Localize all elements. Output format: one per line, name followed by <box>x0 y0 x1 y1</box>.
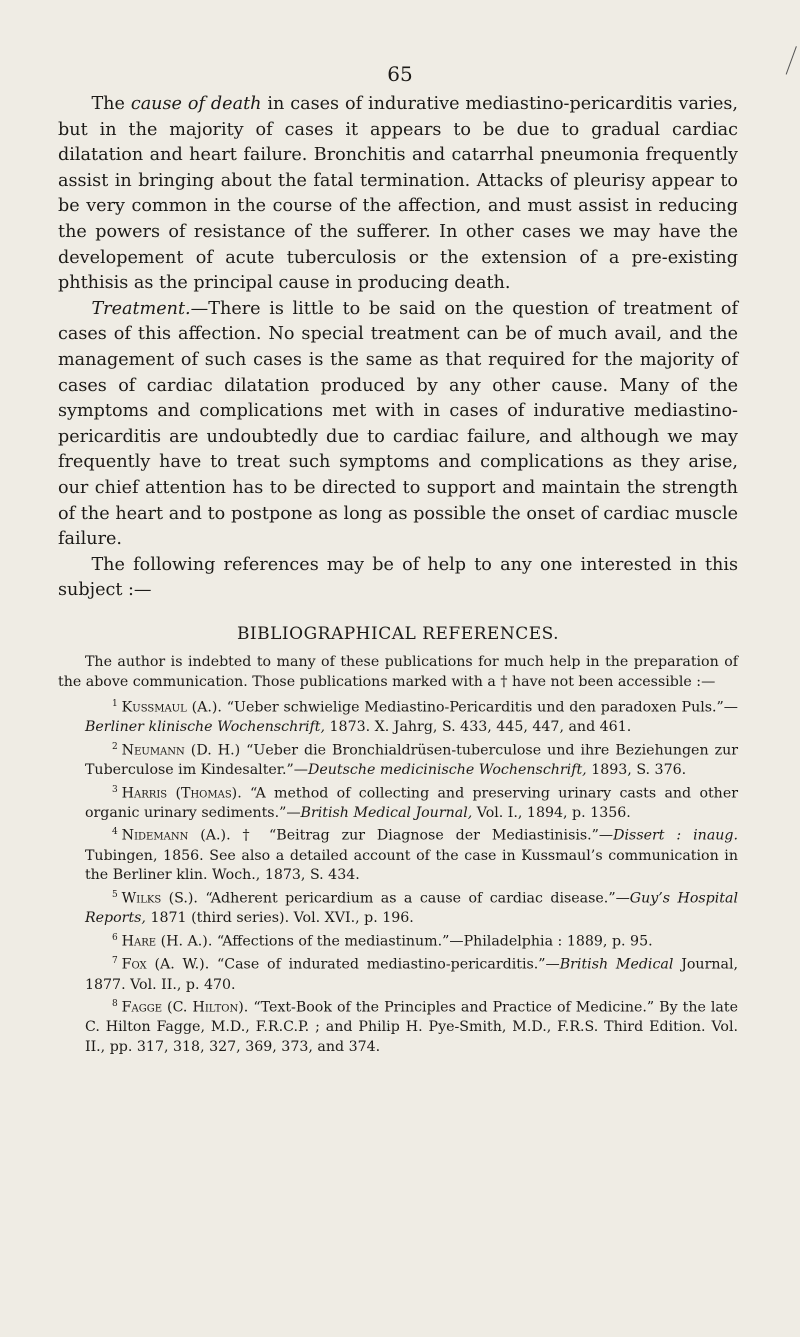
reference-journal: British Medical <box>559 956 674 973</box>
bibliography-heading: BIBLIOGRAPHICAL REFERENCES. <box>236 623 560 644</box>
reference-text: (D. H.) “Ueber die Bronchialdrüsen-tuberculose und ihre Beziehungen zur Tuberculose im Kindesalter.”— <box>84 742 738 778</box>
text-run: —There is little to be said on the question of treatment of cases of this affection. No special treatment can be of much avail, and the management of such cases is the same as that required for the majority of cases of cardiac dilatation produced by any other cause. Many of the symptoms and complications met with in cases of indurative mediastino-pericarditis are undoubtedly due to cardiac failure, and although we may frequently have to treat such symptoms and complications as they arise, our chief attention has to be directed to support and maintain the strength of the heart and to postpone as long as possible the onset of cardiac muscle failure. <box>58 298 738 550</box>
reference-item <box>58 929 738 952</box>
reference-item <box>58 781 738 824</box>
reference-author: Hare <box>121 933 157 950</box>
reference-number: 1 <box>111 698 118 709</box>
reference-item <box>58 952 738 995</box>
reference-text: (A.). “Ueber schwielige Mediastino-Pericarditis und den paradoxen Puls.”— <box>186 699 738 716</box>
reference-author: Wilks <box>121 890 162 907</box>
reference-number: 7 <box>111 956 118 967</box>
reference-journal: Berliner klinische Wochenschrift, <box>84 718 326 735</box>
reference-number: 8 <box>111 999 118 1010</box>
reference-text: Tubingen, 1856. See also a detailed account of the case in Kussmaul’s communication in the Berliner klin. Woch., 1873, S. 434. <box>84 847 738 884</box>
reference-number: 4 <box>111 827 118 838</box>
page-number: 65 <box>387 62 413 86</box>
italic-term: cause of death <box>130 94 262 114</box>
reference-author: Neumann <box>121 742 185 759</box>
reference-text: Vol. I., 1894, p. 1356. <box>472 804 631 821</box>
reference-number: 5 <box>111 889 118 900</box>
reference-number: 6 <box>111 932 118 943</box>
reference-item <box>58 738 738 781</box>
reference-journal: Deutsche medicinische Wochenschrift, <box>307 761 587 778</box>
main-text <box>58 92 738 1058</box>
reference-text: Journal, 1877. Vol. II., p. 470. <box>84 956 738 993</box>
reference-author: Harris (Thomas). <box>121 785 242 802</box>
bibliography <box>58 653 738 1057</box>
reference-number: 2 <box>111 741 118 752</box>
reference-list <box>58 695 738 1058</box>
reference-journal: Dissert : inaug. <box>613 828 739 845</box>
reference-author: Nidemann <box>121 828 189 845</box>
bibliography-note: The author is indebted to many of these publications for much help in the preparation of the above communication. Those publications marked with a † have not been accessible :— <box>58 654 738 691</box>
reference-text: (S.). “Adherent pericardium as a cause of cardiac disease.”— <box>161 890 630 907</box>
reference-text: (H. A.). “Affections of the mediastinum.”—Philadelphia : 1889, p. 95. <box>156 933 653 950</box>
reference-text: (A.). † “Beitrag zur Diagnose der Mediastinisis.”— <box>188 828 614 845</box>
reference-item <box>58 823 738 886</box>
paragraph-references-intro: The following references may be of help to any one interested in this subject :— <box>58 554 738 601</box>
reference-text: 1873. X. Jahrg, S. 433, 445, 447, and 461. <box>325 718 632 735</box>
reference-journal: Guy’s Hospital Reports, <box>84 890 738 927</box>
reference-number: 3 <box>111 784 118 795</box>
reference-text: 1871 (third series). Vol. XVI., p. 196. <box>145 910 414 927</box>
reference-text: (A. W.). “Case of indurated mediastino-pericarditis.”— <box>146 956 560 973</box>
paragraph-cause-of-death <box>58 92 738 297</box>
reference-text: “A method of collecting and preserving urinary casts and other organic urinary sediments.”— <box>84 785 739 821</box>
reference-author: Kussmaul <box>121 699 187 716</box>
reference-item <box>58 886 738 929</box>
reference-item <box>58 695 738 738</box>
reference-text: “Text-Book of the Principles and Practice of Medicine.” By the late C. Hilton Fagge, M.D., F.R.C.P. ; and Philip H. Pye-Smith, M.D., F.R.S. Third Edition. Vol. II., pp. 317, 318, 327, 369, 373, and 374. <box>84 999 738 1056</box>
italic-term: Treatment. <box>91 298 191 319</box>
text-run: in cases of indurative mediastino-pericarditis varies, but in the majority of cases it appears to be due to gradual cardiac dilatation and heart failure. Bronchitis and catarrhal pneumonia frequently assist in bringing about the fatal termination. Attacks of pleurisy appear to be very common in the course of the affection, and must assist in reducing the powers of resistance of the sufferer. In other cases we may have the developement of acute tuberculosis or the extension of a pre-existing phthisis as the principal cause in producing death. <box>58 94 739 294</box>
paragraph-treatment <box>58 297 738 553</box>
text-run: The <box>91 94 131 114</box>
reference-journal: British Medical Journal, <box>300 804 473 821</box>
reference-author: Fagge (C. Hilton). <box>121 999 249 1016</box>
reference-text: 1893, S. 376. <box>586 761 687 778</box>
reference-author: Fox <box>121 956 147 973</box>
reference-item <box>58 995 738 1058</box>
